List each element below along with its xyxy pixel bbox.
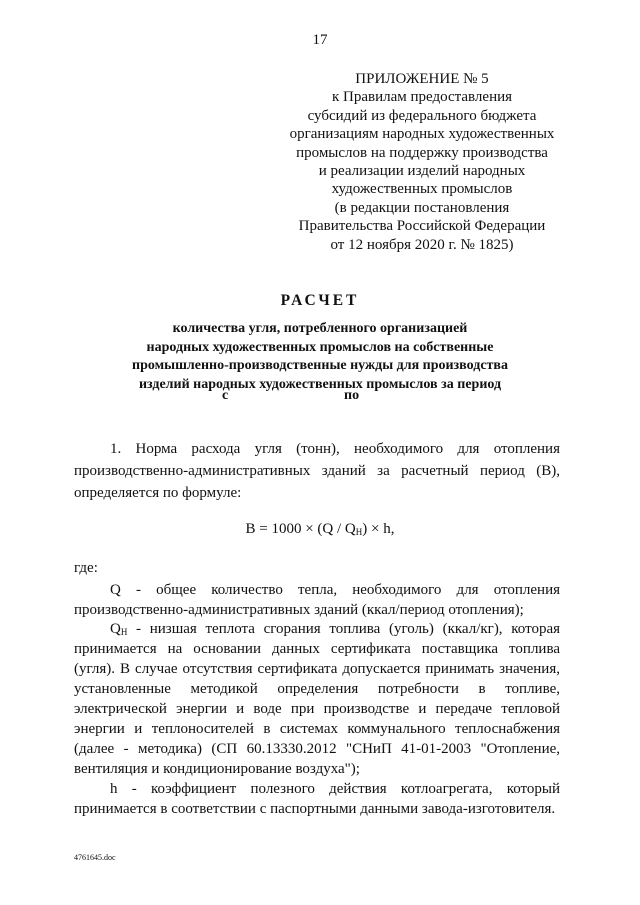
qn-definition-line: установленные методикой определения потребности в топливе, xyxy=(74,681,560,697)
appendix-line: и реализации изделий народных xyxy=(318,163,526,180)
formula xyxy=(0,521,640,538)
paragraph-1-line: определяется по формуле: xyxy=(74,485,242,501)
h-definition-line: принимается в соответствии с паспортными данными завода-изготовителя. xyxy=(74,801,556,817)
appendix-line: субсидий из федерального бюджета xyxy=(307,107,537,124)
period-to-label: по xyxy=(344,388,360,403)
qn-definition-line: электрической энергии и воде при производстве и передаче тепловой xyxy=(74,701,560,717)
document-title: РАСЧЕТ xyxy=(280,292,360,309)
appendix-line: ПРИЛОЖЕНИЕ № 5 xyxy=(355,71,489,87)
appendix-line: организациям народных художественных xyxy=(289,126,555,143)
file-reference: 4761645.doc xyxy=(74,853,116,862)
document-subtitle xyxy=(100,320,540,394)
paragraph-1-line: 1. Норма расхода угля (тонн), необходимого для отопления xyxy=(110,441,560,457)
formula-right: ) × h, xyxy=(362,521,395,537)
formula-left: B = 1000 × (Q / Q xyxy=(245,521,356,537)
subtitle-line: промышленно-производственные нужды для производства xyxy=(132,358,508,373)
subtitle-line: количества угля, потребленного организацией xyxy=(172,321,468,336)
qn-definition-line: вентиляция и кондиционирование воздуха"); xyxy=(74,761,360,777)
subtitle-line: народных художественных промыслов на собственные xyxy=(146,339,494,355)
period-from-label: с xyxy=(222,388,229,403)
appendix-line: Правительства Российской Федерации xyxy=(298,218,546,235)
appendix-line: от 12 ноября 2020 г. № 1825) xyxy=(330,236,514,253)
appendix-line: к Правилам предоставления xyxy=(331,89,513,106)
appendix-line: художественных промыслов xyxy=(331,181,513,198)
paragraph-1-line: производственно-административных зданий за расчетный период (B), xyxy=(74,463,560,479)
page-number: 17 xyxy=(312,32,328,48)
qn-definition-line: (далее - методика) (СП 60.13330.2012 "СНиП 41-01-2003 "Отопление, xyxy=(74,741,560,757)
appendix-header xyxy=(272,70,572,254)
subtitle-line: изделий народных художественных промыслов за период xyxy=(138,376,502,392)
qn-text: - низшая теплота сгорания топлива (уголь) (ккал/кг), которая xyxy=(127,621,560,637)
h-definition-line: h - коэффициент полезного действия котлоагрегата, который xyxy=(110,781,560,797)
qn-symbol: Q xyxy=(110,621,121,637)
q-definition-line: производственно-административных зданий (ккал/период отопления); xyxy=(74,602,524,618)
appendix-line: (в редакции постановления xyxy=(334,199,510,216)
q-definition-line: Q - общее количество тепла, необходимого для отопления xyxy=(110,582,560,598)
where-label: где: xyxy=(74,560,98,576)
qn-subscript: Н xyxy=(120,627,128,637)
appendix-line: промыслов на поддержку производства xyxy=(296,144,548,161)
qn-definition-line: принимается на основании данных сертификата поставщика топлива xyxy=(74,641,560,657)
formula-subscript: Н xyxy=(355,527,363,537)
qn-definition-first-line xyxy=(110,621,560,638)
qn-definition-line: (угля). В случае отсутствия сертификата допускается принимать значения, xyxy=(74,661,560,677)
qn-definition-line: энергии и теплоносителей в системах коммунального теплоснабжения xyxy=(74,721,560,737)
